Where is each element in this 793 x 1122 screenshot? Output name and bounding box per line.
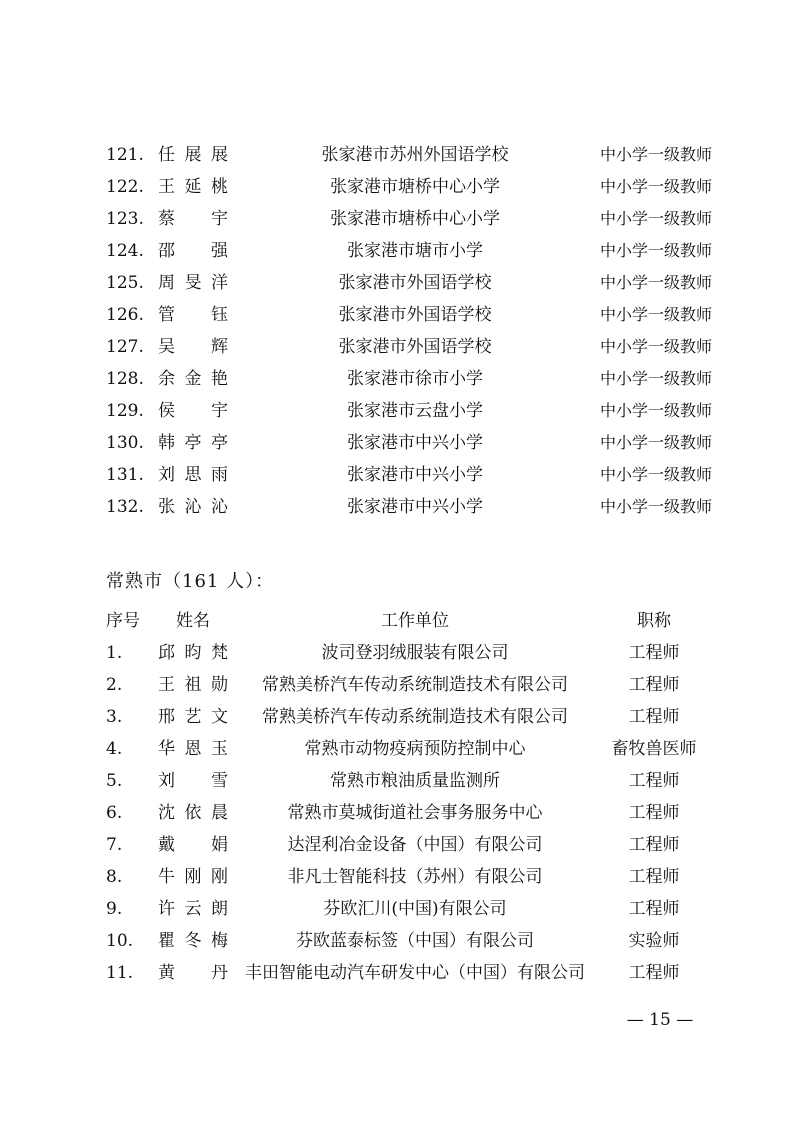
work-unit: 波司登羽绒服装有限公司 [321, 643, 509, 663]
row-number: 1. [106, 643, 123, 663]
person-name: 余金艳 [158, 369, 228, 389]
table-row [0, 861, 793, 893]
job-title: 工程师 [628, 643, 680, 663]
work-unit: 张家港市云盘小学 [347, 401, 483, 421]
row-number: 127. [106, 337, 144, 357]
work-unit: 张家港市徐市小学 [347, 369, 483, 389]
row-number: 131. [106, 465, 144, 485]
table-row [0, 765, 793, 797]
row-number: 8. [106, 867, 123, 887]
job-title: 中小学一级教师 [600, 369, 713, 388]
table-row [0, 893, 793, 925]
table-row [0, 829, 793, 861]
row-number: 123. [106, 209, 144, 229]
job-title: 中小学一级教师 [600, 401, 713, 420]
job-title: 中小学一级教师 [600, 177, 713, 196]
table-row [0, 267, 793, 299]
job-title: 中小学一级教师 [600, 497, 713, 516]
person-name: 刘雪 [158, 771, 228, 791]
row-number: 2. [106, 675, 123, 695]
row-number: 128. [106, 369, 144, 389]
row-number: 11. [106, 963, 134, 983]
row-number: 121. [106, 145, 144, 165]
person-name: 沈依晨 [158, 803, 228, 823]
job-title: 中小学一级教师 [600, 465, 713, 484]
person-name: 华恩玉 [158, 739, 228, 759]
header-num: 序号 [106, 611, 140, 631]
job-title: 中小学一级教师 [600, 209, 713, 228]
job-title: 中小学一级教师 [600, 273, 713, 292]
person-name: 邵强 [158, 241, 228, 261]
person-name: 管钰 [158, 305, 228, 325]
row-number: 124. [106, 241, 144, 261]
person-name: 韩亭亭 [158, 433, 228, 453]
table-row [0, 427, 793, 459]
work-unit: 常熟美桥汽车传动系统制造技术有限公司 [262, 675, 568, 695]
row-number: 10. [106, 931, 134, 951]
person-name: 邱昀梵 [158, 643, 228, 663]
table-row [0, 669, 793, 701]
table-row [0, 395, 793, 427]
row-number: 126. [106, 305, 144, 325]
row-number: 4. [106, 739, 123, 759]
table-row [0, 331, 793, 363]
row-number: 132. [106, 497, 144, 517]
person-name: 张沁沁 [158, 497, 228, 517]
person-name: 王祖勋 [158, 675, 228, 695]
job-title: 中小学一级教师 [600, 433, 713, 452]
table-row [0, 363, 793, 395]
person-name: 周旻洋 [158, 273, 228, 293]
table-row [0, 459, 793, 491]
work-unit: 丰田智能电动汽车研发中心（中国）有限公司 [245, 963, 585, 983]
work-unit: 常熟市动物疫病预防控制中心 [304, 739, 526, 759]
row-number: 125. [106, 273, 144, 293]
work-unit: 芬欧蓝泰标签（中国）有限公司 [296, 931, 534, 951]
table-row [0, 203, 793, 235]
job-title: 工程师 [628, 835, 680, 855]
row-number: 9. [106, 899, 123, 919]
row-number: 5. [106, 771, 123, 791]
work-unit: 张家港市外国语学校 [338, 273, 492, 293]
header-title: 职称 [637, 611, 671, 631]
work-unit: 张家港市中兴小学 [347, 497, 483, 517]
table-row [0, 701, 793, 733]
page-number: — 15 — [626, 1010, 694, 1030]
work-unit: 张家港市塘市小学 [347, 241, 483, 261]
work-unit: 非凡士智能科技（苏州）有限公司 [287, 867, 543, 887]
work-unit: 常熟市粮油质量监测所 [330, 771, 500, 791]
work-unit: 张家港市中兴小学 [347, 465, 483, 485]
table-row [0, 637, 793, 669]
work-unit: 张家港市中兴小学 [347, 433, 483, 453]
job-title: 畜牧兽医师 [611, 739, 697, 759]
work-unit: 张家港市塘桥中心小学 [330, 209, 500, 229]
person-name: 蔡宇 [158, 209, 228, 229]
table-row [0, 139, 793, 171]
row-number: 7. [106, 835, 123, 855]
job-title: 中小学一级教师 [600, 241, 713, 260]
work-unit: 达涅利冶金设备（中国）有限公司 [287, 835, 543, 855]
table-row [0, 925, 793, 957]
table-row [0, 299, 793, 331]
header-name: 姓名 [176, 611, 210, 631]
row-number: 122. [106, 177, 144, 197]
work-unit: 张家港市苏州外国语学校 [321, 145, 509, 165]
person-name: 刘思雨 [158, 465, 228, 485]
table-row [0, 235, 793, 267]
person-name: 牛刚刚 [158, 867, 228, 887]
job-title: 工程师 [628, 675, 680, 695]
header-unit: 工作单位 [381, 611, 449, 631]
job-title: 工程师 [628, 771, 680, 791]
job-title: 实验师 [628, 931, 680, 951]
job-title: 中小学一级教师 [600, 337, 713, 356]
job-title: 工程师 [628, 867, 680, 887]
table-row [0, 491, 793, 523]
person-name: 黄丹 [158, 963, 228, 983]
job-title: 工程师 [628, 707, 680, 727]
section-title-changshu: 常熟市（161 人）： [106, 571, 275, 592]
work-unit: 张家港市外国语学校 [338, 337, 492, 357]
work-unit: 常熟美桥汽车传动系统制造技术有限公司 [262, 707, 568, 727]
person-name: 瞿冬梅 [158, 931, 228, 951]
job-title: 中小学一级教师 [600, 145, 713, 164]
row-number: 130. [106, 433, 144, 453]
person-name: 吴辉 [158, 337, 228, 357]
person-name: 许云朗 [158, 899, 228, 919]
job-title: 工程师 [628, 963, 680, 983]
work-unit: 常熟市莫城街道社会事务服务中心 [287, 803, 543, 823]
work-unit: 张家港市外国语学校 [338, 305, 492, 325]
person-name: 戴娟 [158, 835, 228, 855]
person-name: 侯宇 [158, 401, 228, 421]
table-row [0, 733, 793, 765]
row-number: 129. [106, 401, 144, 421]
table-row [0, 797, 793, 829]
job-title: 中小学一级教师 [600, 305, 713, 324]
person-name: 王延桃 [158, 177, 228, 197]
table-row [0, 171, 793, 203]
job-title: 工程师 [628, 899, 680, 919]
table-row [0, 957, 793, 989]
job-title: 工程师 [628, 803, 680, 823]
person-name: 任展展 [158, 145, 228, 165]
person-name: 邢艺文 [158, 707, 228, 727]
work-unit: 张家港市塘桥中心小学 [330, 177, 500, 197]
row-number: 6. [106, 803, 123, 823]
work-unit: 芬欧汇川(中国)有限公司 [323, 899, 507, 919]
row-number: 3. [106, 707, 123, 727]
